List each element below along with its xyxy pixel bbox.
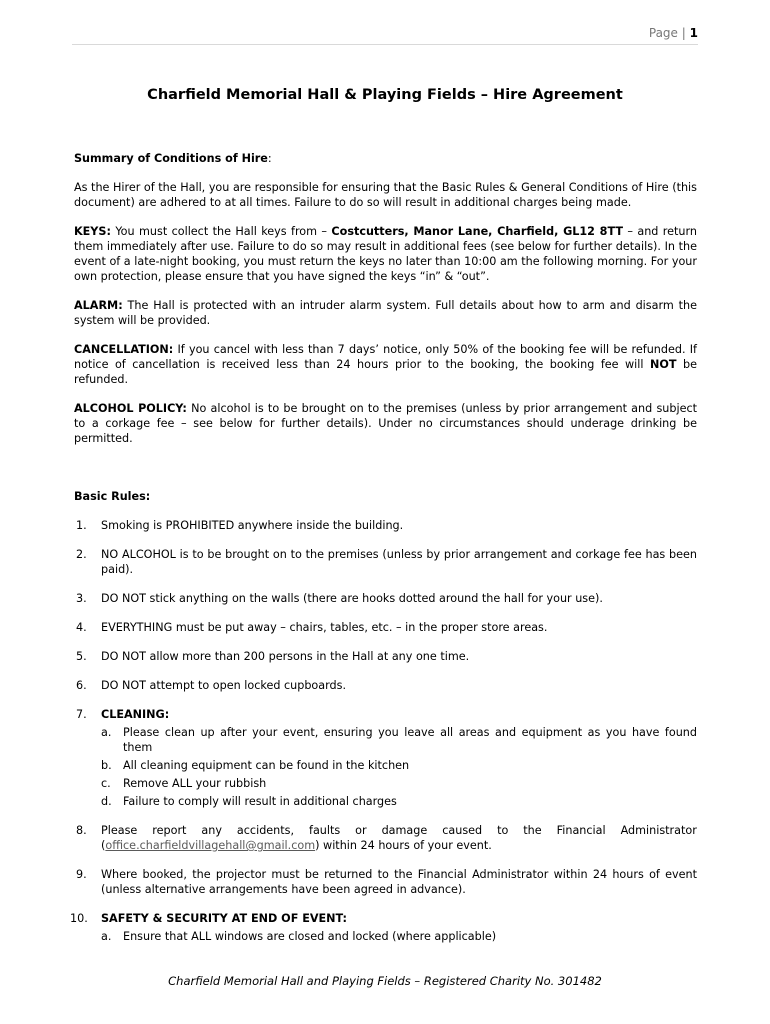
rule-word: Financial xyxy=(556,824,606,837)
rule-item xyxy=(74,591,697,606)
rule-item xyxy=(74,649,697,664)
sub-item xyxy=(101,929,697,944)
rule-number: 2. xyxy=(76,548,87,561)
rule-word: faults xyxy=(309,824,341,837)
rule-word: the xyxy=(523,824,542,837)
sub-item xyxy=(101,725,697,755)
sub-text: Failure to comply will result in additional charges xyxy=(123,795,397,808)
rule-text-after: ) within 24 hours of your event. xyxy=(315,839,492,852)
page-number: 1 xyxy=(689,26,698,40)
rule-text: Where booked, the projector must be returned to the Financial Administrator within 24 hours of event (unless alternative arrangements have been agreed in advance). xyxy=(101,868,697,896)
rule-number: 10. xyxy=(70,912,88,925)
rule-number: 4. xyxy=(76,621,87,634)
rule-item-cleaning xyxy=(74,707,697,809)
basic-rules-list xyxy=(70,518,697,944)
keys-text-1: You must collect the Hall keys from – xyxy=(110,225,332,238)
page-label: Page xyxy=(648,26,678,40)
cancellation-text-1: If you cancel with less than 7 days’ notice, only 50% of the booking fee will be refunded. If notice of cancellation is received less than 24 hours prior to the booking, the booking fee will xyxy=(74,343,697,371)
alcohol-label: ALCOHOL POLICY: xyxy=(74,402,187,415)
rule-number: 1. xyxy=(76,519,87,532)
alarm-text: The Hall is protected with an intruder alarm system. Full details about how to arm and disarm the system will be provided. xyxy=(74,299,697,327)
rule-text: EVERYTHING must be put away – chairs, tables, etc. – in the proper store areas. xyxy=(101,621,548,634)
open-paren: ( xyxy=(101,839,106,852)
basic-rules-heading xyxy=(74,489,697,504)
alcohol-paragraph xyxy=(74,401,697,446)
rule-item xyxy=(74,547,697,577)
sub-letter: a. xyxy=(101,726,112,739)
page-separator: | xyxy=(681,26,686,40)
basic-rules-heading-text: Basic Rules: xyxy=(74,490,151,503)
cancellation-not: NOT xyxy=(650,358,677,371)
rule-word: caused xyxy=(442,824,483,837)
summary-heading-suffix: : xyxy=(267,152,272,165)
page-footer: Charfield Memorial Hall and Playing Fields – Registered Charity No. 301482 xyxy=(168,974,602,988)
sub-letter: a. xyxy=(101,930,112,943)
summary-intro: As the Hirer of the Hall, you are responsible for ensuring that the Basic Rules & General Conditions of Hire (this document) are adhered to at all times. Failure to do so will result in additional charges being made. xyxy=(74,181,697,209)
rule-number: 3. xyxy=(76,592,87,605)
cleaning-sublist xyxy=(101,725,697,809)
rule-8-first-line xyxy=(101,823,697,838)
keys-label: KEYS: xyxy=(74,225,111,238)
rule-text: DO NOT attempt to open locked cupboards. xyxy=(101,679,347,692)
sub-text: All cleaning equipment can be found in the kitchen xyxy=(123,759,410,772)
rule-word: damage xyxy=(381,824,428,837)
rule-word: or xyxy=(355,824,367,837)
document-body xyxy=(70,151,697,958)
section-spacer xyxy=(74,460,697,489)
sub-letter: c. xyxy=(101,777,111,790)
cancellation-label: CANCELLATION: xyxy=(74,343,174,356)
rule-word: to xyxy=(497,824,509,837)
rule-word: any xyxy=(201,824,222,837)
sub-item xyxy=(101,758,697,773)
rule-item xyxy=(74,678,697,693)
sub-text: Remove ALL your rubbish xyxy=(123,777,267,790)
rule-number: 9. xyxy=(76,868,87,881)
rule-title: SAFETY & SECURITY AT END OF EVENT: xyxy=(101,912,348,925)
sub-text: Please clean up after your event, ensuring you leave all areas and equipment as you have found them xyxy=(123,726,697,754)
rule-word: report xyxy=(152,824,187,837)
rule-word: Please xyxy=(101,824,138,837)
summary-heading xyxy=(74,151,697,166)
page-header xyxy=(72,26,698,45)
rule-item xyxy=(74,620,697,635)
rule-item xyxy=(74,867,697,897)
rule-item xyxy=(74,823,697,853)
rule-text: DO NOT stick anything on the walls (there are hooks dotted around the hall for your use). xyxy=(101,592,603,605)
sub-item xyxy=(101,794,697,809)
rule-word: accidents, xyxy=(236,824,295,837)
cancellation-paragraph xyxy=(74,342,697,387)
email-link[interactable]: office.charfieldvillagehall@gmail.com xyxy=(105,839,316,852)
keys-text-2: – and return them immediately after use. Failure to do so may result in additional fees (see below for further details). In the event of a late-night booking, you must return the keys no later than 10:00 am the following morning. For your own protection, please ensure that you have signed the keys “in” & “out”. xyxy=(74,225,697,283)
sub-letter: d. xyxy=(101,795,112,808)
alarm-label: ALARM: xyxy=(74,299,123,312)
rule-text: NO ALCOHOL is to be brought on to the premises (unless by prior arrangement and corkage fee has been paid). xyxy=(101,548,697,576)
rule-number: 7. xyxy=(76,708,87,721)
cancellation-text-2: be refunded. xyxy=(74,358,697,386)
sub-letter: b. xyxy=(101,759,112,772)
rule-item xyxy=(74,518,697,533)
sub-text: Ensure that ALL windows are closed and locked (where applicable) xyxy=(123,930,497,943)
sub-item xyxy=(101,776,697,791)
keys-paragraph xyxy=(74,224,697,284)
rule-title: CLEANING: xyxy=(101,708,170,721)
safety-sublist xyxy=(101,929,697,944)
summary-heading-text: Summary of Conditions of Hire xyxy=(74,152,268,165)
rule-number: 6. xyxy=(76,679,87,692)
alcohol-text: No alcohol is to be brought on to the premises (unless by prior arrangement and subject to a corkage fee – see below for further details). Under no circumstances should underage drinking be permitted. xyxy=(74,402,697,445)
rule-item-safety xyxy=(70,911,697,944)
rule-8-second-line xyxy=(101,838,697,853)
rule-number: 8. xyxy=(76,824,87,837)
document-title: Charfield Memorial Hall & Playing Fields – Hire Agreement xyxy=(147,87,623,103)
rule-number: 5. xyxy=(76,650,87,663)
rule-text: Smoking is PROHIBITED anywhere inside the building. xyxy=(101,519,404,532)
rule-text: DO NOT allow more than 200 persons in the Hall at any one time. xyxy=(101,650,470,663)
alarm-paragraph xyxy=(74,298,697,328)
keys-location: Costcutters, Manor Lane, Charfield, GL12 8TT xyxy=(331,225,623,238)
rule-word: Administrator xyxy=(620,824,697,837)
